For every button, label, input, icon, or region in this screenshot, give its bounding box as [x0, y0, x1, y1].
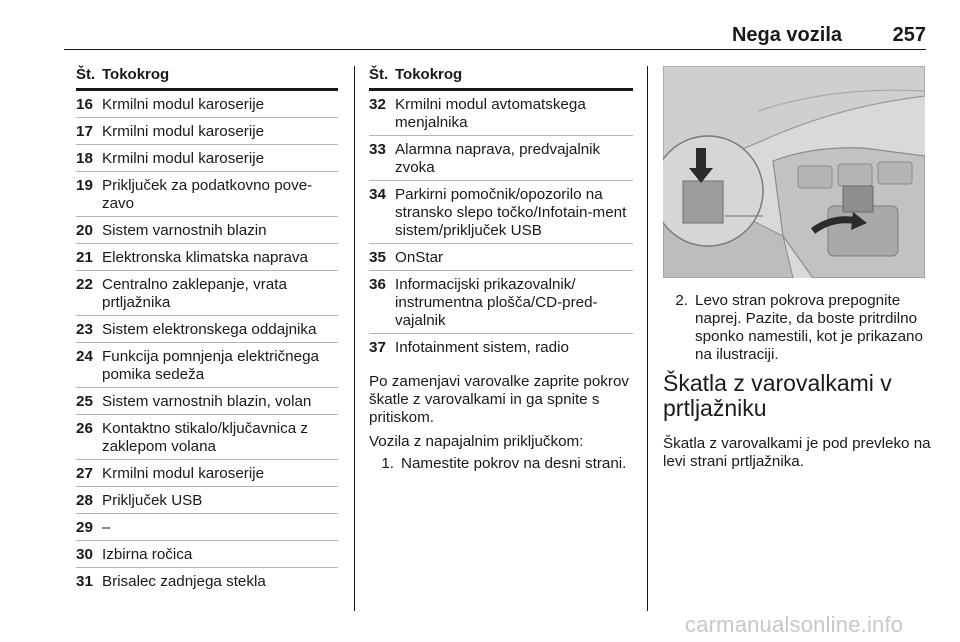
fuse-number: 29	[76, 519, 93, 536]
fuse-number: 30	[76, 546, 93, 563]
table-row	[369, 136, 633, 181]
column-divider	[354, 66, 355, 611]
col-header-number: Št.	[369, 66, 389, 83]
table-row	[369, 244, 633, 271]
middle-instructions	[369, 373, 641, 473]
table-row	[76, 244, 338, 271]
page-number: 257	[892, 24, 926, 46]
column-divider	[647, 66, 648, 611]
fuse-number: 22	[76, 276, 93, 293]
fuse-number: 23	[76, 321, 93, 338]
fuse-number: 36	[369, 276, 386, 293]
table-body	[369, 91, 633, 360]
step-number: 2.	[675, 292, 688, 309]
circuit-name: Parkirni pomočnik/opozorilo na stransko slepo točko/Infotain-ment sistem/priključek USB	[395, 186, 627, 239]
step-text: Levo stran pokrova prepognite naprej. Pazite, da boste pritrdilno sponko namestili, kot je prikazano na ilustraciji.	[695, 292, 923, 363]
table-row	[76, 118, 338, 145]
list-item	[369, 455, 641, 473]
section-paragraph: Škatla z varovalkami je pod prevleko na levi strani prtljažnika.	[663, 435, 931, 470]
circuit-name: Sistem elektronskega oddajnika	[102, 321, 317, 338]
table-header	[76, 66, 338, 91]
step-text: Namestite pokrov na desni strani.	[401, 455, 627, 472]
fuse-number: 26	[76, 420, 93, 437]
circuit-name: Krmilni modul karoserije	[102, 150, 265, 167]
fuse-number: 16	[76, 96, 93, 113]
circuit-name: Informacijski prikazovalnik/ instrumentna plošča/CD-pred-vajalnik	[395, 276, 598, 329]
col-header-circuit: Tokokrog	[395, 66, 463, 83]
fuse-cover-illustration	[663, 66, 925, 278]
fuse-table-right	[369, 66, 633, 360]
table-row	[76, 271, 338, 316]
table-row	[76, 487, 338, 514]
fuse-number: 19	[76, 177, 93, 194]
illustration-drawing	[663, 66, 925, 278]
table-row	[76, 343, 338, 388]
col-header-number: Št.	[76, 66, 96, 83]
fuse-number: 35	[369, 249, 386, 266]
right-instructions	[663, 292, 931, 364]
circuit-name: Centralno zaklepanje, vrata prtljažnika	[102, 276, 287, 311]
circuit-name: Kontaktno stikalo/ključavnica z zaklepom volana	[102, 420, 308, 455]
section-heading: Škatla z varovalkami v prtljažniku	[663, 370, 892, 421]
table-row	[369, 181, 633, 244]
table-row	[76, 388, 338, 415]
fuse-number: 33	[369, 141, 386, 158]
fuse-number: 27	[76, 465, 93, 482]
circuit-name: Infotainment sistem, radio	[395, 339, 569, 356]
circuit-name: Elektronska klimatska naprava	[102, 249, 308, 266]
fuse-number: 31	[76, 573, 93, 590]
page-header	[64, 0, 926, 50]
table-row	[76, 316, 338, 343]
circuit-name: Krmilni modul karoserije	[102, 123, 265, 140]
circuit-name: OnStar	[395, 249, 444, 266]
fuse-number: 20	[76, 222, 93, 239]
table-header	[369, 66, 633, 91]
fuse-number: 18	[76, 150, 93, 167]
circuit-name: Brisalec zadnjega stekla	[102, 573, 266, 590]
circuit-name: Priključek za podatkovno pove-zavo	[102, 177, 313, 212]
table-row	[76, 91, 338, 118]
col-header-circuit: Tokokrog	[102, 66, 170, 83]
table-row	[76, 460, 338, 487]
table-body	[76, 91, 338, 594]
table-row	[369, 334, 633, 360]
paragraph: Po zamenjavi varovalke zaprite pokrov škatle z varovalkami in ga spnite s pritiskom.	[369, 373, 629, 426]
list-item	[663, 292, 931, 364]
table-row	[369, 91, 633, 136]
circuit-name: Priključek USB	[102, 492, 203, 509]
section-title: Nega vozila	[731, 24, 842, 46]
circuit-name: Alarmna naprava, predvajalnik zvoka	[395, 141, 601, 176]
fuse-number: 34	[369, 186, 386, 203]
circuit-name: Funkcija pomnjenja električnega pomika sedeža	[102, 348, 319, 383]
fuse-number: 32	[369, 96, 386, 113]
circuit-name: Sistem varnostnih blazin	[102, 222, 267, 239]
circuit-name: Krmilni modul karoserije	[102, 465, 265, 482]
table-row	[76, 568, 338, 594]
fuse-table-left	[76, 66, 338, 594]
paragraph: Vozila z napajalnim priključkom:	[369, 433, 584, 450]
table-row	[76, 217, 338, 244]
circuit-name: Sistem varnostnih blazin, volan	[102, 393, 312, 410]
circuit-name: Krmilni modul karoserije	[102, 96, 265, 113]
fuse-number: 37	[369, 339, 386, 356]
table-row	[76, 145, 338, 172]
table-row	[369, 271, 633, 334]
fuse-number: 28	[76, 492, 93, 509]
table-row	[76, 415, 338, 460]
fuse-number: 25	[76, 393, 93, 410]
fuse-number: 21	[76, 249, 93, 266]
watermark: carmanualsonline.info	[685, 612, 904, 637]
circuit-name: Izbirna ročica	[102, 546, 193, 563]
step-number: 1.	[381, 455, 394, 472]
fuse-number: 17	[76, 123, 93, 140]
circuit-name: Krmilni modul avtomatskega menjalnika	[395, 96, 586, 131]
circuit-name: –	[102, 519, 111, 536]
table-row	[76, 172, 338, 217]
table-row	[76, 514, 338, 541]
fuse-number: 24	[76, 348, 93, 365]
table-row	[76, 541, 338, 568]
